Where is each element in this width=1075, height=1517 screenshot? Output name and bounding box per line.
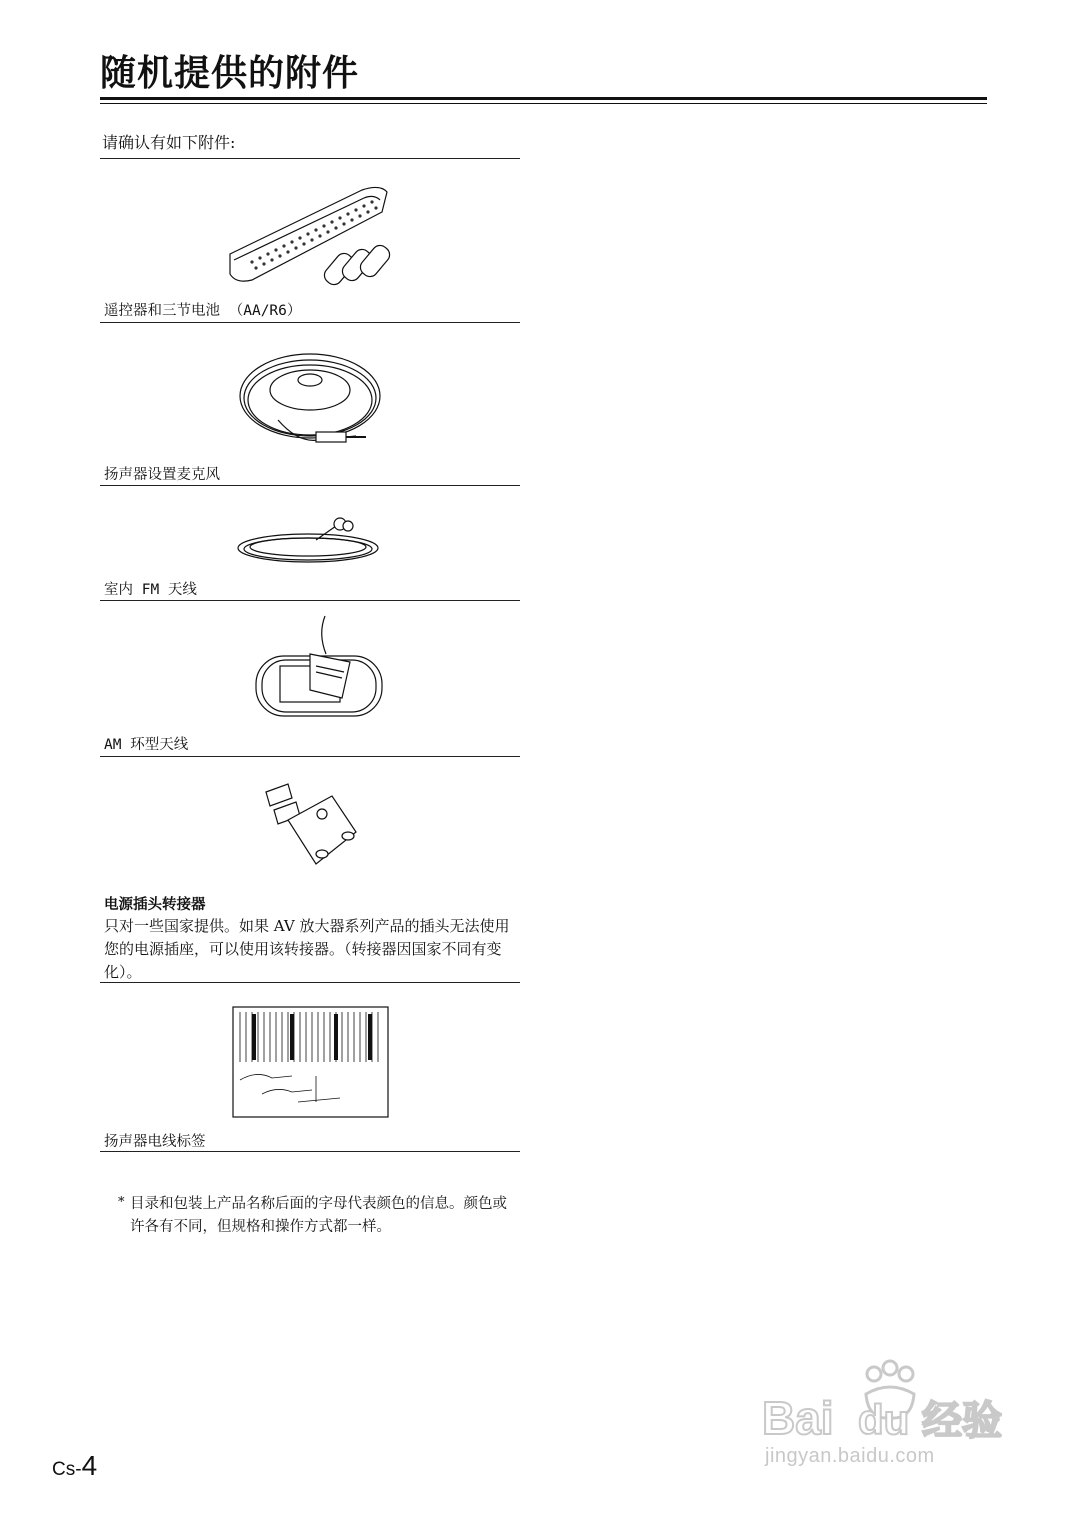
divider bbox=[100, 485, 520, 486]
title-rule-thin bbox=[100, 103, 987, 104]
divider bbox=[100, 158, 520, 159]
item-label-adapter: 电源插头转接器 bbox=[104, 897, 206, 913]
page-title: 随机提供的附件 bbox=[100, 53, 360, 94]
speaker-cable-labels-illustration bbox=[232, 1006, 390, 1118]
item-label-remote: 遥控器和三节电池 （AA/R6） bbox=[104, 303, 302, 319]
svg-text:经验: 经验 bbox=[922, 1398, 1002, 1444]
svg-text:Bai: Bai bbox=[762, 1392, 834, 1444]
item-description-adapter: 只对一些国家提供。如果 AV 放大器系列产品的插头无法使用您的电源插座，可以使用该转接器。（转接器因国家不同有变化）。 bbox=[104, 917, 510, 981]
plug-adapter-illustration bbox=[258, 776, 368, 876]
item-label-fm: 室内 FM 天线 bbox=[104, 582, 197, 598]
divider bbox=[100, 322, 520, 323]
intro-text: 请确认有如下附件: bbox=[102, 133, 236, 152]
footnote-marker: * bbox=[118, 1195, 125, 1210]
divider bbox=[100, 1151, 520, 1152]
footnote-text: 目录和包装上产品名称后面的字母代表颜色的信息。颜色或许各有不同，但规格和操作方式都一样。 bbox=[130, 1196, 507, 1235]
item-label-am: AM 环型天线 bbox=[104, 737, 189, 753]
svg-text:du: du bbox=[858, 1396, 910, 1443]
divider bbox=[100, 600, 520, 601]
setup-microphone-illustration bbox=[238, 348, 388, 458]
item-label-cable-labels: 扬声器电线标签 bbox=[104, 1134, 206, 1150]
title-rule bbox=[100, 97, 987, 100]
page-number-prefix: Cs- bbox=[52, 1459, 82, 1480]
page-number-value: 4 bbox=[81, 1450, 98, 1481]
fm-antenna-illustration bbox=[236, 516, 386, 571]
item-label-microphone: 扬声器设置麦克风 bbox=[104, 467, 220, 483]
page-number bbox=[52, 1450, 97, 1482]
divider bbox=[100, 982, 520, 983]
remote-and-batteries-illustration bbox=[222, 182, 397, 287]
divider bbox=[100, 756, 520, 757]
am-loop-antenna-illustration bbox=[250, 614, 390, 724]
watermark-url: jingyan.baidu.com bbox=[765, 1445, 935, 1467]
